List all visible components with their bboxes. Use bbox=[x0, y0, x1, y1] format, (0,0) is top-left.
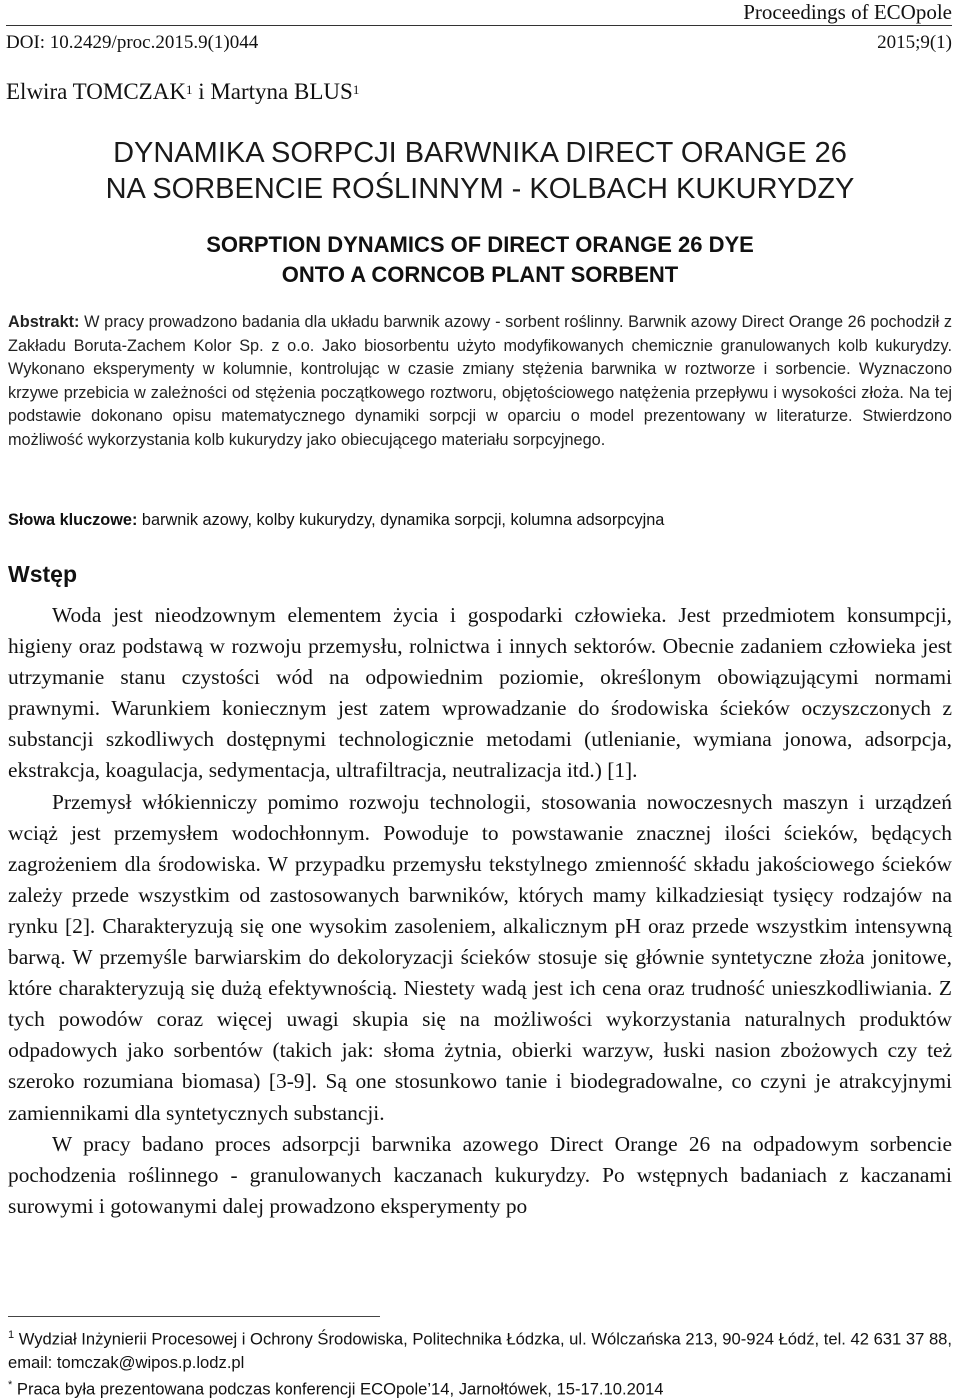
footnote bbox=[8, 1324, 952, 1374]
keywords-text: barwnik azowy, kolby kukurydzy, dynamika sorpcji, kolumna adsorpcyjna bbox=[137, 511, 665, 529]
footnotes bbox=[8, 1324, 952, 1400]
paragraph: Woda jest nieodzownym elementem życia i gospodarki człowieka. Jest przedmiotem konsumpcji, higieny oraz podstawą w rozwoju przemysłu, rolnictwa i innych sektorów. Obecnie zadaniem człowieka jest utrzymanie stanu czystości wód na odpowiednim poziomie, określonym obowiązującymi normami prawnymi. Warunkiem koniecznym jest zatem wprowadzanie do środowiska ścieków oczyszczonych z substancji szkodliwych dostępnymi technologicznie metodami (utlenianie, wymiana jonowa, adsorpcja, ekstrakcja, koagulacja, sedymentacja, ultrafiltracja, neutralizacja itd.) [1]. bbox=[8, 603, 952, 783]
footnote-text: Praca była prezentowana podczas konferencji ECOpole’14, Jarnołtówek, 15-17.10.2014 bbox=[12, 1379, 664, 1399]
title-english-line: ONTO A CORNCOB PLANT SORBENT bbox=[281, 262, 679, 287]
affiliation-mark: 1 bbox=[185, 82, 193, 97]
title-english-line: SORPTION DYNAMICS OF DIRECT ORANGE 26 DYE bbox=[206, 232, 754, 257]
body-text bbox=[8, 600, 952, 1222]
title-polish-line: DYNAMIKA SORPCJI BARWNIKA DIRECT ORANGE 26 bbox=[113, 137, 847, 169]
keywords bbox=[8, 508, 952, 532]
footnote-mark: * bbox=[8, 1378, 13, 1391]
footnote-mark: 1 bbox=[8, 1329, 15, 1341]
abstract-text: W pracy prowadzono badania dla układu barwnik azowy - sorbent roślinny. Barwnik azowy Direct Orange 26 pochodził z Zakładu Boruta-Zachem Kolor Sp. z o.o. Jako biosorbentu użyto modyfikowanych chemicznie granulowanych kolb kukurydzy. Wykonano eksperymenty w kolumnie, kontrolując w czasie zmiany stężenia barwnika w roztworze i sorbencie. Wyznaczono krzywe przebicia w zależności od stężenia początkowego roztworu, objętościowego natężenia przepływu i wysokości złoża. Na tej podstawie dokonano opisu matematycznego dynamiki sorpcji w oparciu o model prezentowany w literaturze. Stwierdzono możliwość wykorzystania kolb kukurydzy jako obiecującego materiału sorpcyjnego. bbox=[8, 313, 952, 449]
doi: DOI: 10.2429/proc.2015.9(1)044 bbox=[6, 32, 259, 53]
running-head: Proceedings of ECOpole bbox=[743, 0, 952, 24]
issue-number: 2015;9(1) bbox=[877, 32, 952, 53]
paragraph: Przemysł włókienniczy pomimo rozwoju technologii, stosowania nowoczesnych maszyn i urządzeń wciąż jest przemysłem wodochłonnym. Powoduje to powstawanie znacznej ilości ścieków, będących zagrożeniem dla środowiska. W przypadku przemysłu tekstylnego zmienność składu jakościowego ścieków zależy przede wszystkim od zastosowanych barwników, których mamy kilkadziesiąt tysięcy rodzajów na rynku [2]. Charakteryzują się one wysokim zasoleniem, alkalicznym pH oraz przede wszystkim intensywną barwą. W przemyśle barwiarskim do dekoloryzacji ścieków stosuje się głównie syntetyczne złoża jonitowe, które charakteryzują się dużą efektywnością. Niestety wadą jest ich cena oraz trudność unieszkodliwiania. Z tych powodów coraz więcej uwagi skupia się na możliwości wykorzystania naturalnych produktów odpadowych jako sorbentów (takich jak: słoma żytnia, obierki warzyw, łuski nasion zbożowych czy też szeroko rozumiana biomasa) [3-9]. Są one stosunkowo tanie i biodegradowalne, co czyni je atrakcyjnymi zamiennikami dla syntetycznych substancji. bbox=[8, 789, 952, 1125]
keywords-label: Słowa kluczowe: bbox=[8, 511, 138, 529]
footnote bbox=[8, 1374, 952, 1400]
author-list bbox=[6, 78, 359, 106]
abstract-label: Abstrakt: bbox=[8, 313, 80, 331]
title-polish bbox=[0, 135, 960, 207]
author-name: Martyna BLUS bbox=[210, 79, 353, 104]
affiliation-mark: 1 bbox=[352, 82, 360, 97]
author-name: Elwira TOMCZAK bbox=[6, 79, 186, 104]
footnote-text: Wydział Inżynierii Procesowej i Ochrony Środowiska, Politechnika Łódzka, ul. Wólczańska 213, 90-924 Łódź, tel. 42 631 37 88, email: tomczak@wipos.p.lodz.pl bbox=[8, 1329, 953, 1372]
paragraph: W pracy badano proces adsorpcji barwnika azowego Direct Orange 26 na odpadowym sorbencie pochodzenia roślinnego - granulowanych kaczanach kukurydzy. Po wstępnych badaniach z kaczanami surowymi i gotowanymi dalej prowadzono eksperymenty po bbox=[8, 1131, 952, 1218]
header-rule bbox=[6, 25, 952, 26]
title-polish-line: NA SORBENCIE ROŚLINNYM - KOLBACH KUKURYDZY bbox=[105, 173, 855, 205]
title-english bbox=[0, 230, 960, 290]
author-joiner: i bbox=[192, 79, 211, 104]
abstract bbox=[8, 311, 952, 453]
section-heading: Wstęp bbox=[8, 561, 77, 587]
footnote-rule bbox=[8, 1316, 380, 1317]
